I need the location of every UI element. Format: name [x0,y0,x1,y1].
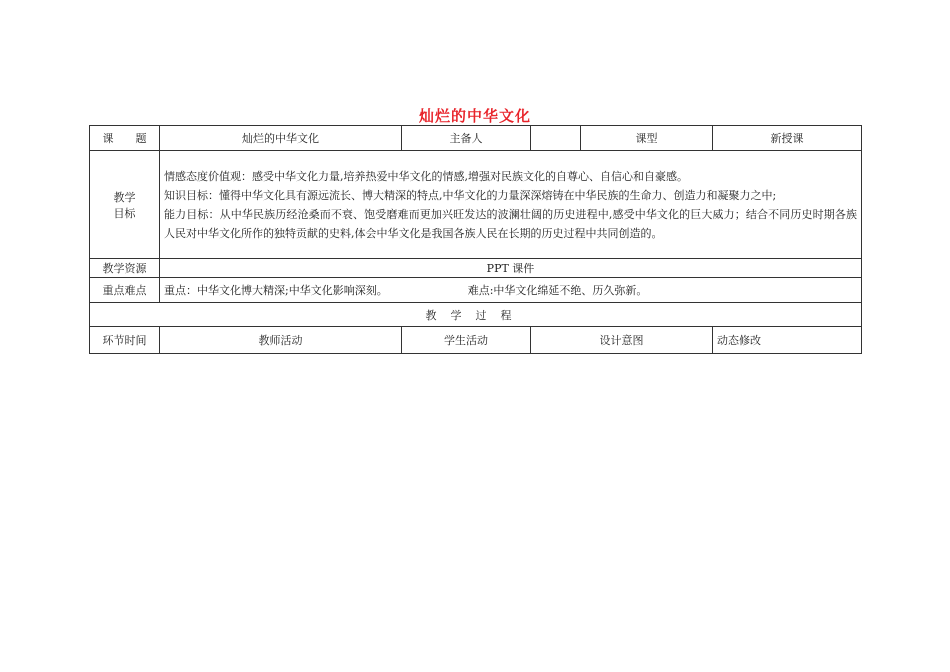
key-points-row [90,278,862,303]
preparer-value [531,126,581,151]
teaching-process-heading: 教学过程 [90,303,862,327]
objectives-label-line1: 教学 [113,190,136,204]
objectives-row [90,151,862,259]
difficult-point-text: 难点:中华文化绵延不绝、历久弥新。 [467,284,648,297]
lesson-type-value: 新授课 [713,126,862,151]
column-header-row [90,327,862,354]
topic-label: 课 题 [90,126,160,151]
col-stage-time: 环节时间 [90,327,160,354]
lesson-type-label: 课型 [581,126,713,151]
document-title: 灿烂的中华文化 [418,107,531,125]
objectives-label [90,151,160,259]
header-row [90,126,862,151]
key-points-label: 重点难点 [90,278,160,303]
key-points-content [160,278,862,303]
col-teacher-activity: 教师活动 [160,327,402,354]
objectives-label-line2: 目标 [113,206,136,220]
resources-label: 教学资源 [90,259,160,278]
objectives-content [160,151,862,259]
process-row [90,303,862,327]
objective-ability: 能力目标：从中华民族历经沧桑而不衰、饱受磨难而更加兴旺发达的波澜壮阔的历史进程中,感受中华文化的巨大威力；结合不同历史时期各族人民对中华文化所作的独特贡献的史料,体会中华文化是我国各族人民在长期的历史过程中共同创造的。 [164,207,857,240]
resources-row [90,259,862,278]
lesson-plan-table [89,125,862,354]
col-dynamic-revision: 动态修改 [713,327,862,354]
key-point-text: 重点：中华文化博大精深;中华文化影响深刻。 [164,284,388,297]
topic-value: 灿烂的中华文化 [160,126,402,151]
resources-value: PPT 课件 [160,259,862,278]
preparer-label: 主备人 [402,126,531,151]
objective-emotion: 情感态度价值观：感受中华文化力量,培养热爱中华文化的情感,增强对民族文化的自尊心、自信心和自豪感。 [164,169,688,183]
col-design-intent: 设计意图 [531,327,713,354]
objective-knowledge: 知识目标：懂得中华文化具有源远流长、博大精深的特点,中华文化的力量深深熔铸在中华民族的生命力、创造力和凝聚力之中; [164,188,777,202]
col-student-activity: 学生活动 [402,327,531,354]
